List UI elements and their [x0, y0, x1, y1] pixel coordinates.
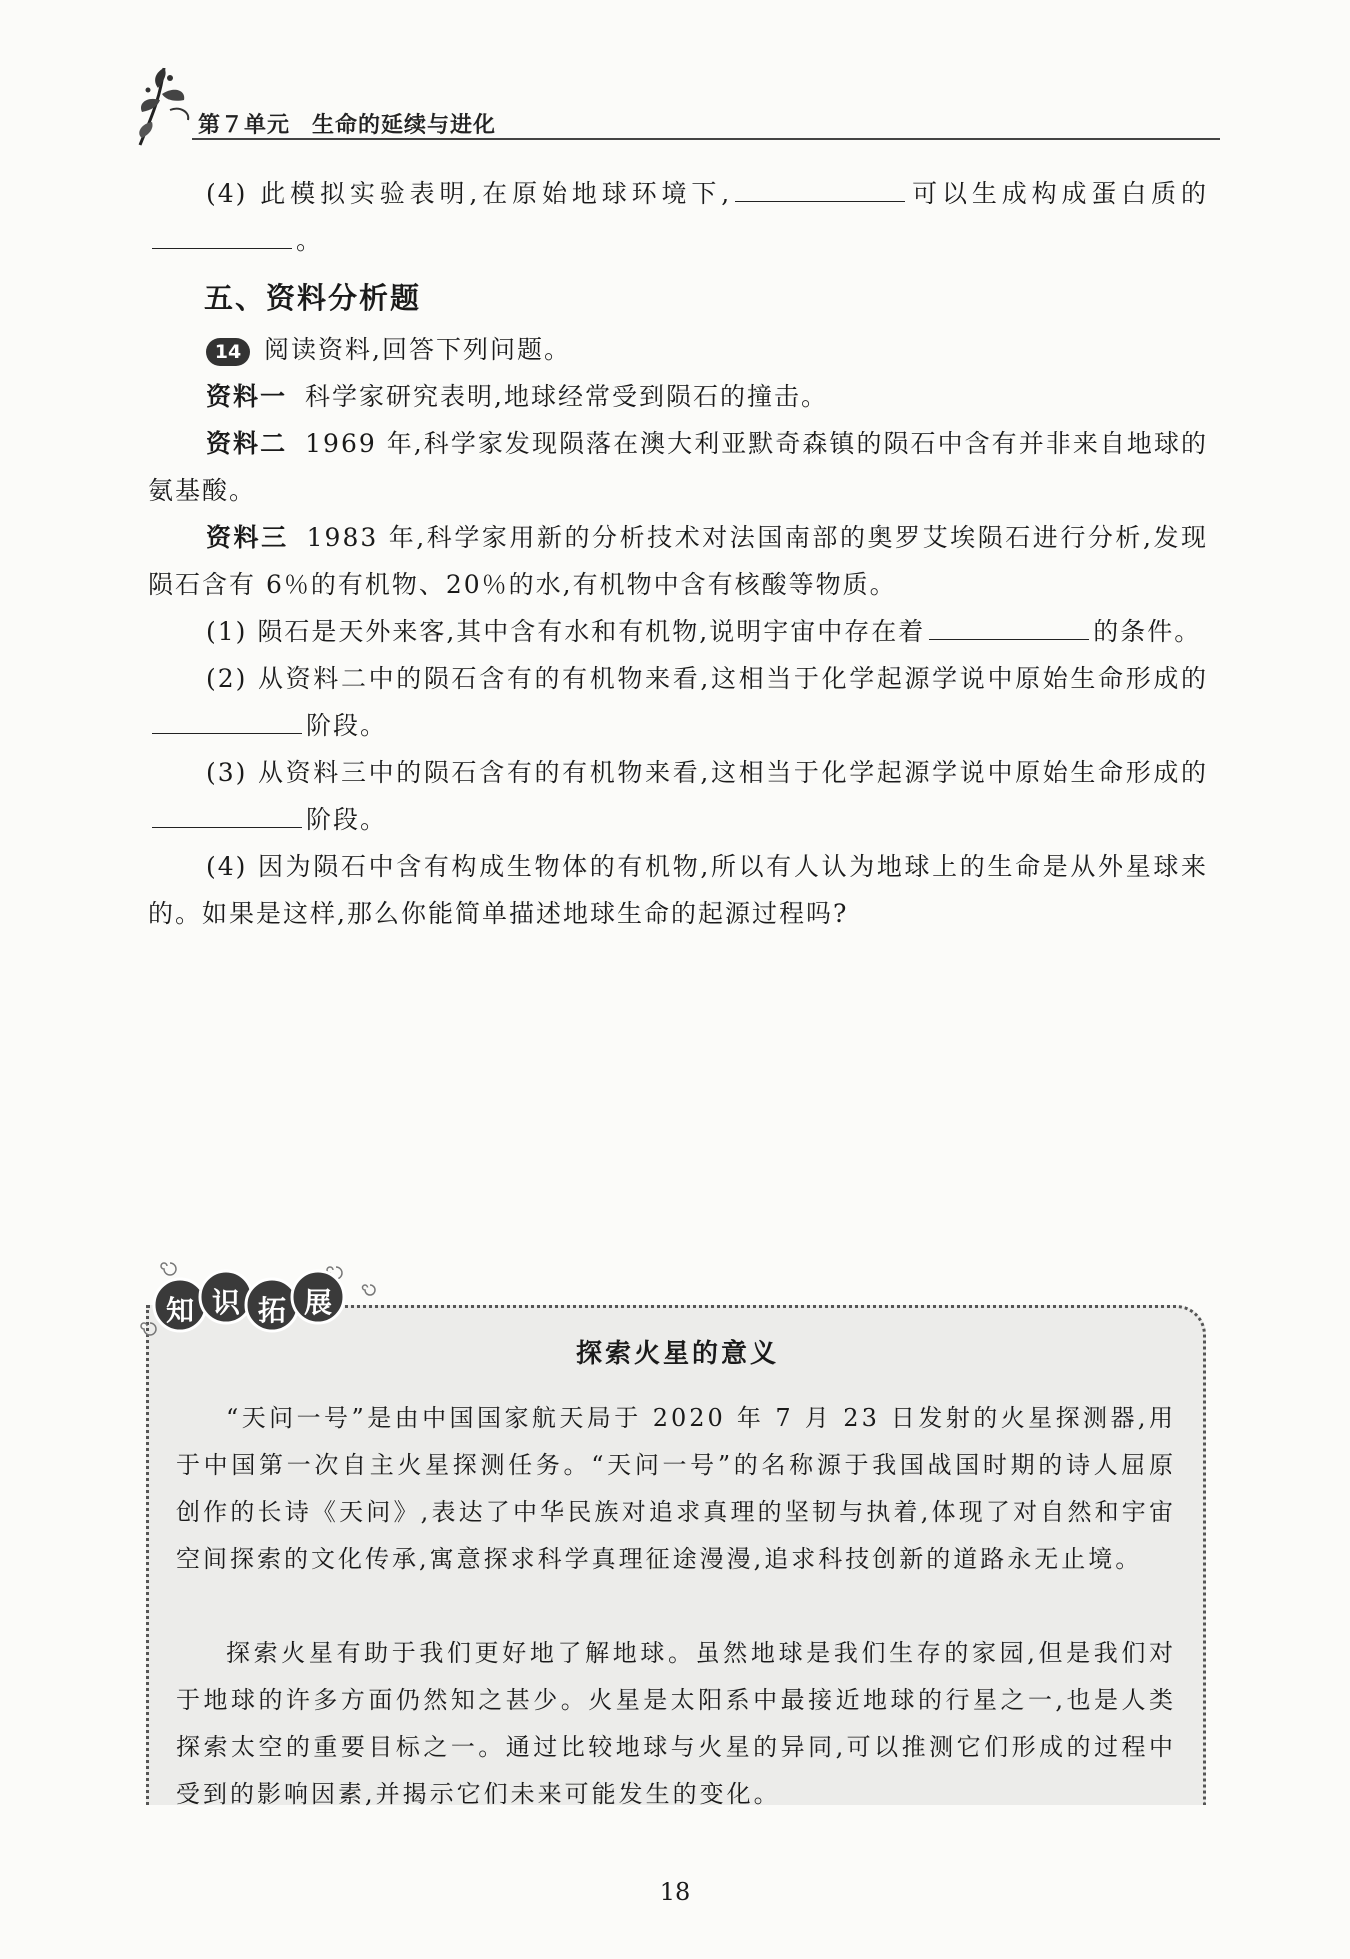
- material-text: 1983 年,科学家用新的分析技术对法国南部的奥罗艾埃陨石进行分析,发现陨石含有 6％的有机物、20％的水,有机物中含有核酸等物质。: [148, 523, 1208, 599]
- prev-q4-mid: 可以生成构成蛋白质的: [909, 179, 1208, 208]
- subquestion-4: (4) 因为陨石中含有构成生物体的有机物,所以有人认为地球上的生命是从外星球来的。如果是这样,那么你能简单描述地球生命的起源过程吗?: [148, 852, 1208, 928]
- answer-blank[interactable]: [929, 609, 1089, 640]
- subq1-prefix: (1) 陨石是天外来客,其中含有水和有机物,说明宇宙中存在着: [206, 617, 926, 646]
- prev-q4-end: 。: [296, 226, 324, 255]
- subquestion-3: [148, 749, 1208, 843]
- previous-question-4: [148, 170, 1208, 264]
- material-text: 1969 年,科学家发现陨落在澳大利亚默奇森镇的陨石中含有并非来自地球的氨基酸。: [148, 429, 1208, 505]
- answer-blank[interactable]: [152, 797, 302, 828]
- knowledge-extension: [140, 1245, 1215, 1825]
- subq2-suffix: 阶段。: [306, 711, 388, 740]
- subq1-suffix: 的条件。: [1093, 617, 1202, 646]
- material-1: [148, 373, 1208, 420]
- page-number: 18: [659, 1878, 691, 1906]
- header-divider: [192, 138, 1220, 140]
- unit-heading: [198, 108, 496, 139]
- material-label: 资料一: [206, 382, 288, 411]
- answer-blank[interactable]: [735, 171, 905, 202]
- badge-char: 拓: [258, 1294, 287, 1327]
- subquestion-2: [148, 655, 1208, 749]
- material-text: 科学家研究表明,地球经常受到陨石的撞击。: [305, 382, 828, 411]
- section-title: 五、资料分析题: [204, 281, 422, 315]
- subq2-prefix: (2) 从资料二中的陨石含有的有机物来看,这相当于化学起源学说中原始生命形成的: [206, 664, 1208, 693]
- knowledge-title: 探索火星的意义: [575, 1339, 779, 1369]
- unit-title: 生命的延续与进化: [312, 113, 497, 138]
- main-content: [148, 170, 1208, 1205]
- knowledge-paragraph-1: “天问一号”是由中国国家航天局于 2020 年 7 月 23 日发射的火星探测器,用于中国第一次自主火星探测任务。“天问一号”的名称源于我国战国时期的诗人屈原创作的长诗《天问》,表达了中华民族对追求真理的坚韧与执着,体现了对自然和宇宙空间探索的文化传承,寓意探求科学真理征途漫漫,追求科技创新的道路永无止境。: [176, 1404, 1176, 1573]
- material-3: [148, 514, 1208, 608]
- material-label: 资料二: [206, 429, 288, 458]
- material-label: 资料三: [206, 523, 289, 552]
- answer-blank[interactable]: [152, 703, 302, 734]
- page-header: [130, 50, 1220, 150]
- knowledge-paragraph-2: 探索火星有助于我们更好地了解地球。虽然地球是我们生存的家园,但是我们对于地球的许多方面仍然知之甚少。火星是太阳系中最接近地球的行星之一,也是人类探索太空的重要目标之一。通过比较地球与火星的异同,可以推测它们形成的过程中受到的影响因素,并揭示它们未来可能发生的变化。: [176, 1639, 1176, 1808]
- material-2: [148, 420, 1208, 514]
- answer-space[interactable]: [148, 937, 1208, 1205]
- subq3-suffix: 阶段。: [306, 805, 388, 834]
- subq3-prefix: (3) 从资料三中的陨石含有的有机物来看,这相当于化学起源学说中原始生命形成的: [206, 758, 1208, 787]
- prev-q4-prefix: (4) 此模拟实验表明,在原始地球环境下,: [206, 179, 732, 208]
- badge-char: 识: [212, 1286, 241, 1319]
- question-prompt: [148, 326, 1208, 373]
- question-number-badge: 14: [206, 338, 250, 366]
- badge-char: 知: [166, 1294, 195, 1327]
- question-prompt-text: 阅读资料,回答下列问题。: [264, 335, 571, 364]
- unit-number: 第７单元: [198, 113, 291, 138]
- answer-blank[interactable]: [152, 218, 292, 249]
- subquestion-1: [148, 608, 1208, 655]
- badge-char: 展: [304, 1286, 333, 1319]
